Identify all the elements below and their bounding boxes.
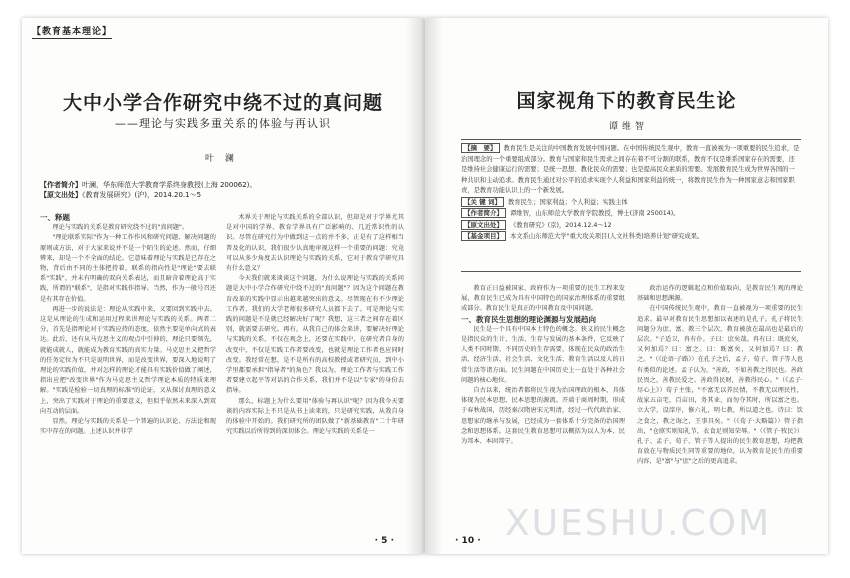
left-column-1 xyxy=(40,213,216,531)
author-intro-label: 【作者简介】 xyxy=(40,181,82,189)
page-number: · 5 · xyxy=(374,536,394,546)
fund-text: 本文系山东师范大学"重大攻关项目(人文社科类)培养计划"研究成果。 xyxy=(510,233,704,240)
paragraph: 理论与实践的关系是教育研究绕不过的"真问题"。 xyxy=(52,224,189,232)
paragraph: "理论联系实际"作为一种工作作风和研究问题、解决问题的原则或方法，对于大家来说并不是一个陌生的论述。然而，仔细辨来，却是一个不全面的结论。它意味着理论与实践是已存在之物，背后由不同的主体把持着，联系的指向性是"理论"要去联系"实践"，并未有明确的双向关系表达，而且暗含着理论高于实践，所谓的"联系"，是指对实践作指导。当然，作为一般号召还是有其存在价值。 xyxy=(40,234,216,303)
section-heading: 一、教育民生思想的理论渊源与发展趋向 xyxy=(461,314,596,324)
author-intro-text: 谭维智，山东师范大学教育学院教授，博士(济南 250014)。 xyxy=(510,210,680,217)
paragraph: 民生是一个具有中国本土特色的概念。狭义的民生概念是指民众的生计、生活、生存与发展的基本条件，它反映了人类不同时期、不同历史的生存需要，体现在民众的政治生活、经济生活、社会生活、文化生活、教育生活以及人的日常生活等诸方面。民生问题在中国历史上一直处于各种社会问题的核心地位。 xyxy=(461,325,625,384)
source-text: 《教育发展研究》(沪)，2014.20.1～5 xyxy=(82,191,202,199)
source-info xyxy=(461,220,801,232)
left-page xyxy=(22,18,424,554)
article-meta xyxy=(40,180,410,200)
paragraph: 那么，标题上为什么要用"体验与再认识"呢？因为我今天要谈的内容实际上不只是从书上读来的，只是研究实践，从我自身的体验中开始的。我们研究所的团队做了"新基础教育"二十年研究实践以后所得到的深切体会。理论与实践的关系是一 xyxy=(226,397,404,436)
right-column-2 xyxy=(637,284,803,536)
paragraph: 今天我们就来谈谈这个问题，为什么说理论与实践的关系问题是大中小学合作研究中绕不过的"真问题"？因为这个问题在教育改革的实践中显示出越来越突出的意义。尽管现在有不少理论工作者，我们的大学老师很多研究人员都下去了。可是理论与实践的问题是不是就已经解决好了呢？我想，这三者之间存在着区别，就需要去研究。再有，从我自己的体会来讲，要解决好理论与实践的关系，不仅在观念上，还要在实践中、在研究者自身的改变中，不仅是实践工作者要改变，也就是理论工作者也应同时改变。我经常在想，是不是所有的高校教授或者研究员，到中小学里都要承担"指导者"的角色？我以为，理论工作者与实践工作者要建立起平等对话的合作关系，我们并不是以"专家"的身份去指导。 xyxy=(226,275,404,395)
article-title: 大中小学合作研究中绕不过的真问题 xyxy=(62,92,383,114)
abstract-bottom-rule xyxy=(461,271,801,272)
article-author: 谭维智 xyxy=(609,122,649,132)
paragraph: 显然，理论与实践的关系是一个普遍的认识论、方法论和现实中存在的问题。上述认识并非学 xyxy=(40,418,216,436)
author-intro-text: 叶澜，华东师范大学教育学系终身教授(上海 200062)。 xyxy=(82,181,257,189)
article-subtitle: ——理论与实践多重关系的体验与再认识 xyxy=(115,117,331,130)
author-intro xyxy=(40,180,410,190)
author-intro-label: 【作者简介】 xyxy=(461,208,506,218)
author-intro xyxy=(461,208,801,220)
abstract-label: 【摘 要】 xyxy=(461,143,500,153)
article-author: 叶 澜 xyxy=(205,154,238,164)
source-info xyxy=(40,190,410,200)
article-title: 国家视角下的教育民生论 xyxy=(516,90,737,112)
source-label: 【原文出处】 xyxy=(40,191,82,199)
paragraph: 再进一步的说法是：理论从实践中来，又要回到实践中去。这是从理论的生成和运用过程来讲理论与实践的关系。两者二分，首先是指理论对于实践应持的态度，依然主要是单向式的表达。此后，还有从马克思主义的观点中引伸的，理论只要领先，就能成就人，就能成为教育实践的真实力量。马克思主义把哲学的任务定位为不只是说明世界，而是改变世界，要深入地说明了理论的实践价值，并对怎样的理论才能具有实践价值做了阐述，指出应把"改变世界"作为马克思主义哲学理论本质的特质来理解。"实践是检验一切真理的标准"的论证，又从探讨真理的意义上，突出了实践对于理论的重要意义，但似乎依然未来深入到双向互动的层面。 xyxy=(40,305,216,415)
fund-label: 【基金项目】 xyxy=(461,231,506,241)
paragraph: 教育正日益被国家、政府作为一项重要的民生工程来发展，教育民生已成为具有中国特色的国家治理体系的重要组成部分。教育民生是真正的中国教育及中国问题。 xyxy=(461,285,625,313)
site-watermark: XUESHU.COM xyxy=(505,503,772,544)
source-text: 《教育研究》(京)，2014.12.4～12 xyxy=(510,221,612,229)
source-label: 【原文出处】 xyxy=(461,220,506,230)
paragraph: 政治运作的逻辑起点和价值取向，是教育民生观的理论基础和思想渊源。 xyxy=(637,285,803,303)
abstract-top-rule xyxy=(461,139,801,140)
section-tag: 【教育基本理论】 xyxy=(32,24,112,39)
paragraph: 自古以来，统治者都将民生视为治国理政的根本，具体体现为民本思想，民本思想的源流。开端于商周时期，形成于春秋战国，历经秦汉隋唐宋元明清，经过一代代政治家、思想家的继承与发展，已经成为一套体系十分完备的治国理念和思想体系。这套民生教育思想可以概括为以人为本、民为邦本、本固邦宁。 xyxy=(461,387,625,446)
paragraph: 术界关于理论与实践关系的全部认识，但却是对于学界尤其是对中国的学界、教育学界具有广泛影响的、几近常识性的认识。尽管在研究行为中做到这一点的并不多，正是有了这样相当普及化的认识，我们很少认真地审视这样一个重要的问题：究竟可以从多少角度去认识理论与实践的关系，它对于教育学研究具有什么意义？ xyxy=(226,214,404,273)
right-page xyxy=(425,18,828,554)
section-heading: 一、释题 xyxy=(40,213,70,222)
keywords-text: 教育民生；国家利益；个人利益；实践主体 xyxy=(508,198,628,206)
keywords-label: 【关 键 词】 xyxy=(461,197,504,207)
left-column-2 xyxy=(226,213,404,531)
paragraph: 在中国传统民生观中，教育一直被视为一项重要的民生追求。最早对教育民生思想加以表述的是孔子。孔子将民生问题分为庶、富、教三个层次，教育被放在最高也是最后的层次。"子适卫，冉有仆。子曰：庶矣哉。冉有曰：既庶矣，又何加焉？曰：富之。曰：既富矣，又何加焉？曰：教之。"（《论语·子路》）在孔子之后，孟子、荀子、管子等人也有类似的论述。孟子认为，"善政，不如善教之得民也。善政民畏之，善教民爱之。善政得民财，善教得民心。"（《孟子·尽心上》）荀子主张，"不富无以养民情，不教无以理民性，故家五亩宅，百亩田，务其业，而勿夺其时，所以富之也。立大学，设庠序，修六礼，明七教，所以道之也。诗曰：饮之食之，教之诲之，王事具矣。"（《荀子·大略篇》）管子指出，"仓廪实则知礼节，衣食足则知荣辱。"（《管子·牧民》）孔子、孟子、荀子、管子等人提出的民生教育思想，均把教育放在与物质民生同等重要的地位，认为教育是民生的重要内容，是"富"与"庶"之后的更高追求。 xyxy=(637,305,803,466)
keywords xyxy=(461,197,801,209)
abstract-block xyxy=(461,143,801,243)
page-number: · 10 · xyxy=(455,536,481,546)
fund-info xyxy=(461,231,801,243)
abstract xyxy=(461,143,801,197)
abstract-text: 教育民生是关注的中国教育发展中国问题。在中国传统民生观中，教育一直被视为一项重要的民生追求，是治国理念的一个重要组成部分。教育与国家和民生需求之间存在着不可分割的联系，教育不仅是维系国家存在的需要，还是维持社会健康运行的需要；是统一思想、教化民众的需要；也是提高民众素质的需要。发展教育民生成为世界各国的一种共识和主动追求。教育民生通过对公平的追求实现个人利益和国家利益的统一，将教育民生作为一种国家意志和国家职责，是教育功能认识上的一个新发展。 xyxy=(461,145,800,194)
magazine-spread xyxy=(22,18,828,554)
right-column-1 xyxy=(461,284,625,536)
